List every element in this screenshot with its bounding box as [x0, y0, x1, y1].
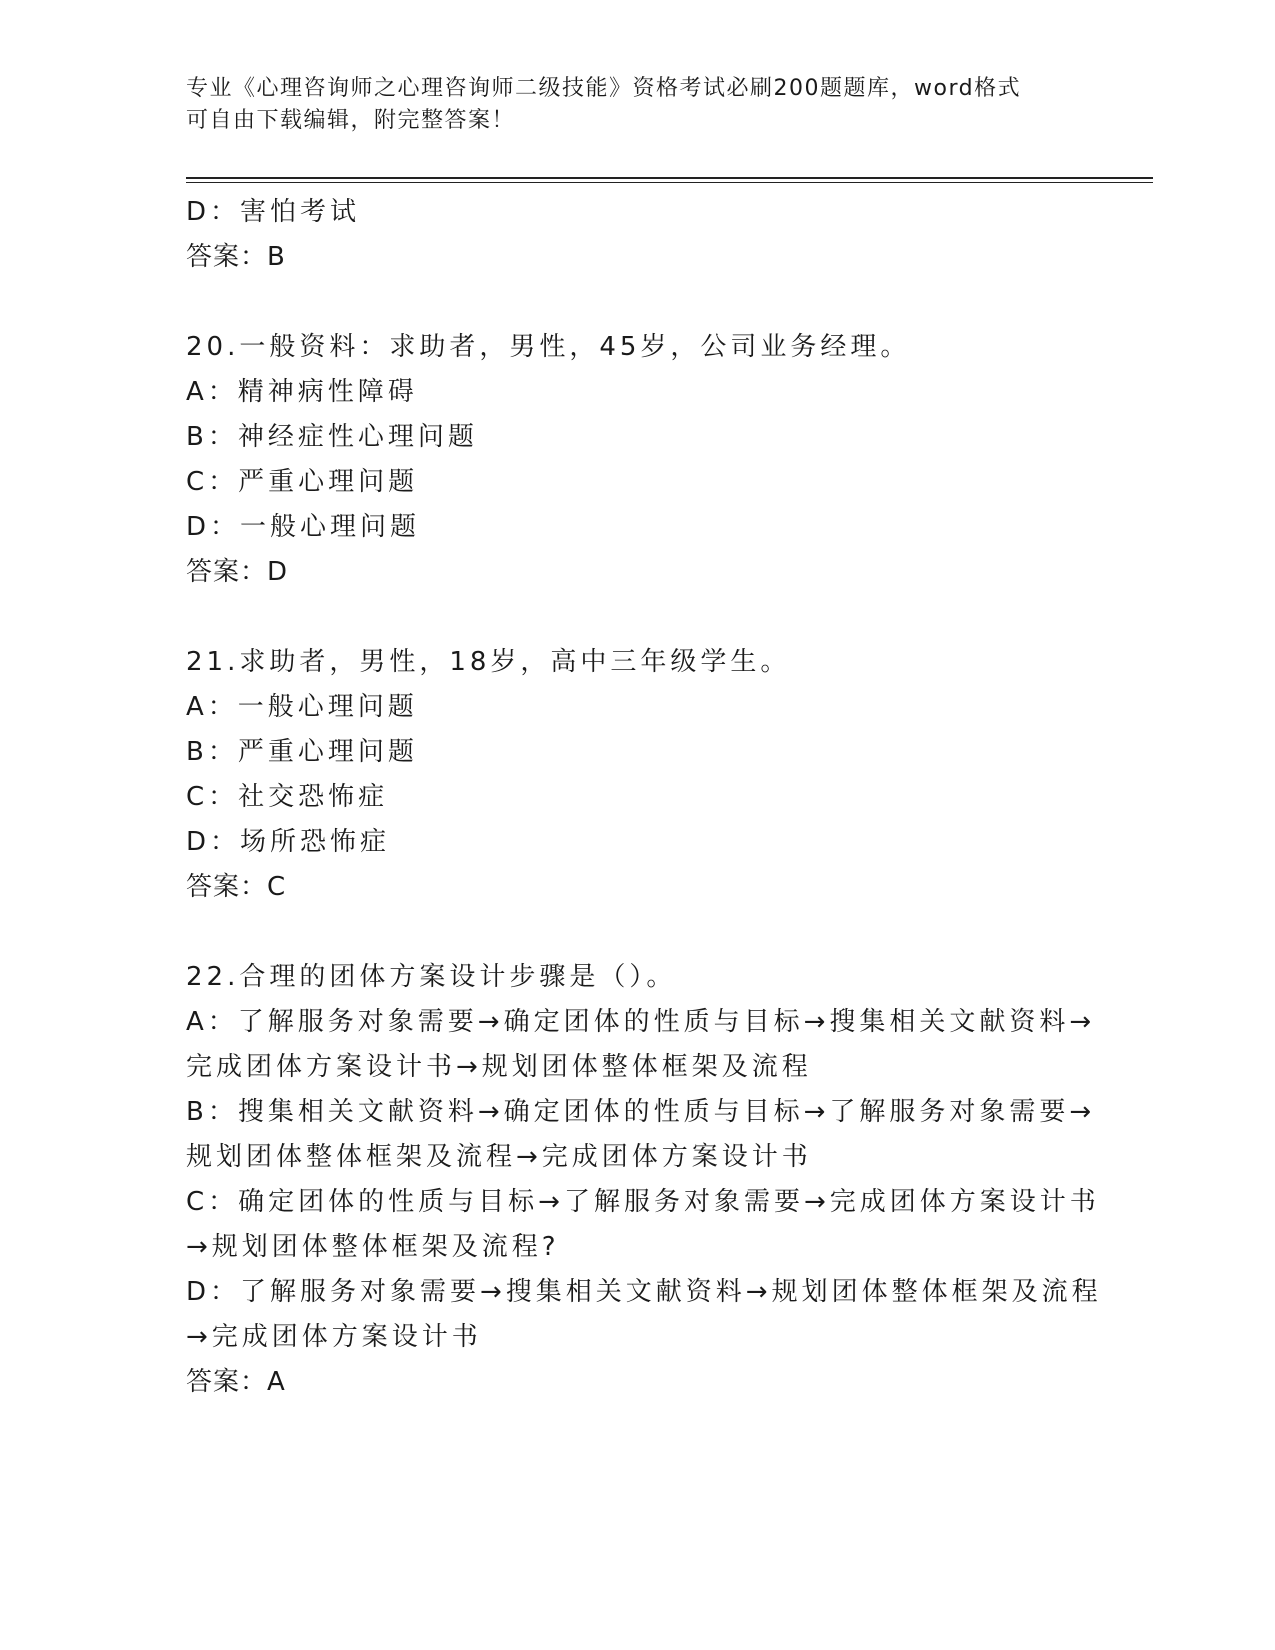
answer-line: 答案：D	[186, 557, 289, 587]
option-a: A：了解服务对象需要→确定团体的性质与目标→搜集相关文献资料→	[186, 1007, 1096, 1037]
header-line-1: 专业《心理咨询师之心理咨询师二级技能》资格考试必刷200题题库，word格式	[186, 76, 1022, 101]
question-22	[186, 955, 1102, 1405]
previous-question-tail	[186, 190, 1086, 280]
option-a: A：精神病性障碍	[186, 377, 418, 407]
option-b: B：神经症性心理问题	[186, 422, 478, 452]
option-c: C：严重心理问题	[186, 467, 419, 497]
option-b: B：搜集相关文献资料→确定团体的性质与目标→了解服务对象需要→	[186, 1097, 1096, 1127]
answer-line: 答案：A	[186, 1367, 286, 1397]
answer-line: 答案：C	[186, 872, 287, 902]
header-line-2: 可自由下载编辑，附完整答案！	[186, 108, 516, 133]
option-b: B：严重心理问题	[186, 737, 418, 767]
document-body	[186, 190, 1102, 1405]
option-a: A：一般心理问题	[186, 692, 418, 722]
option-c: C：社交恐怖症	[186, 782, 389, 812]
header-rule-thick	[186, 177, 1153, 179]
header-rule-thin	[186, 182, 1153, 183]
option-b-continued: 规划团体整体框架及流程→完成团体方案设计书	[186, 1142, 812, 1172]
answer-line: 答案：B	[186, 242, 286, 272]
question-stem: 20.一般资料：求助者，男性，45岁，公司业务经理。	[186, 332, 911, 362]
option-d: D：了解服务对象需要→搜集相关文献资料→规划团体整体框架及流程	[186, 1277, 1102, 1307]
question-20	[186, 325, 1086, 595]
option-d: D：场所恐怖症	[186, 827, 391, 857]
spacer	[186, 280, 1086, 325]
option-c-continued: →规划团体整体框架及流程?	[186, 1232, 560, 1262]
question-stem: 22.合理的团体方案设计步骤是（）。	[186, 962, 677, 992]
document-header	[186, 73, 1056, 137]
spacer	[186, 595, 1086, 640]
option-d: D：害怕考试	[186, 197, 361, 227]
option-d-continued: →完成团体方案设计书	[186, 1322, 482, 1352]
spacer	[186, 910, 1086, 955]
option-d: D：一般心理问题	[186, 512, 421, 542]
question-stem: 21.求助者，男性，18岁，高中三年级学生。	[186, 647, 791, 677]
option-c: C：确定团体的性质与目标→了解服务对象需要→完成团体方案设计书	[186, 1187, 1100, 1217]
option-a-continued: 完成团体方案设计书→规划团体整体框架及流程	[186, 1052, 812, 1082]
question-21	[186, 640, 1086, 910]
